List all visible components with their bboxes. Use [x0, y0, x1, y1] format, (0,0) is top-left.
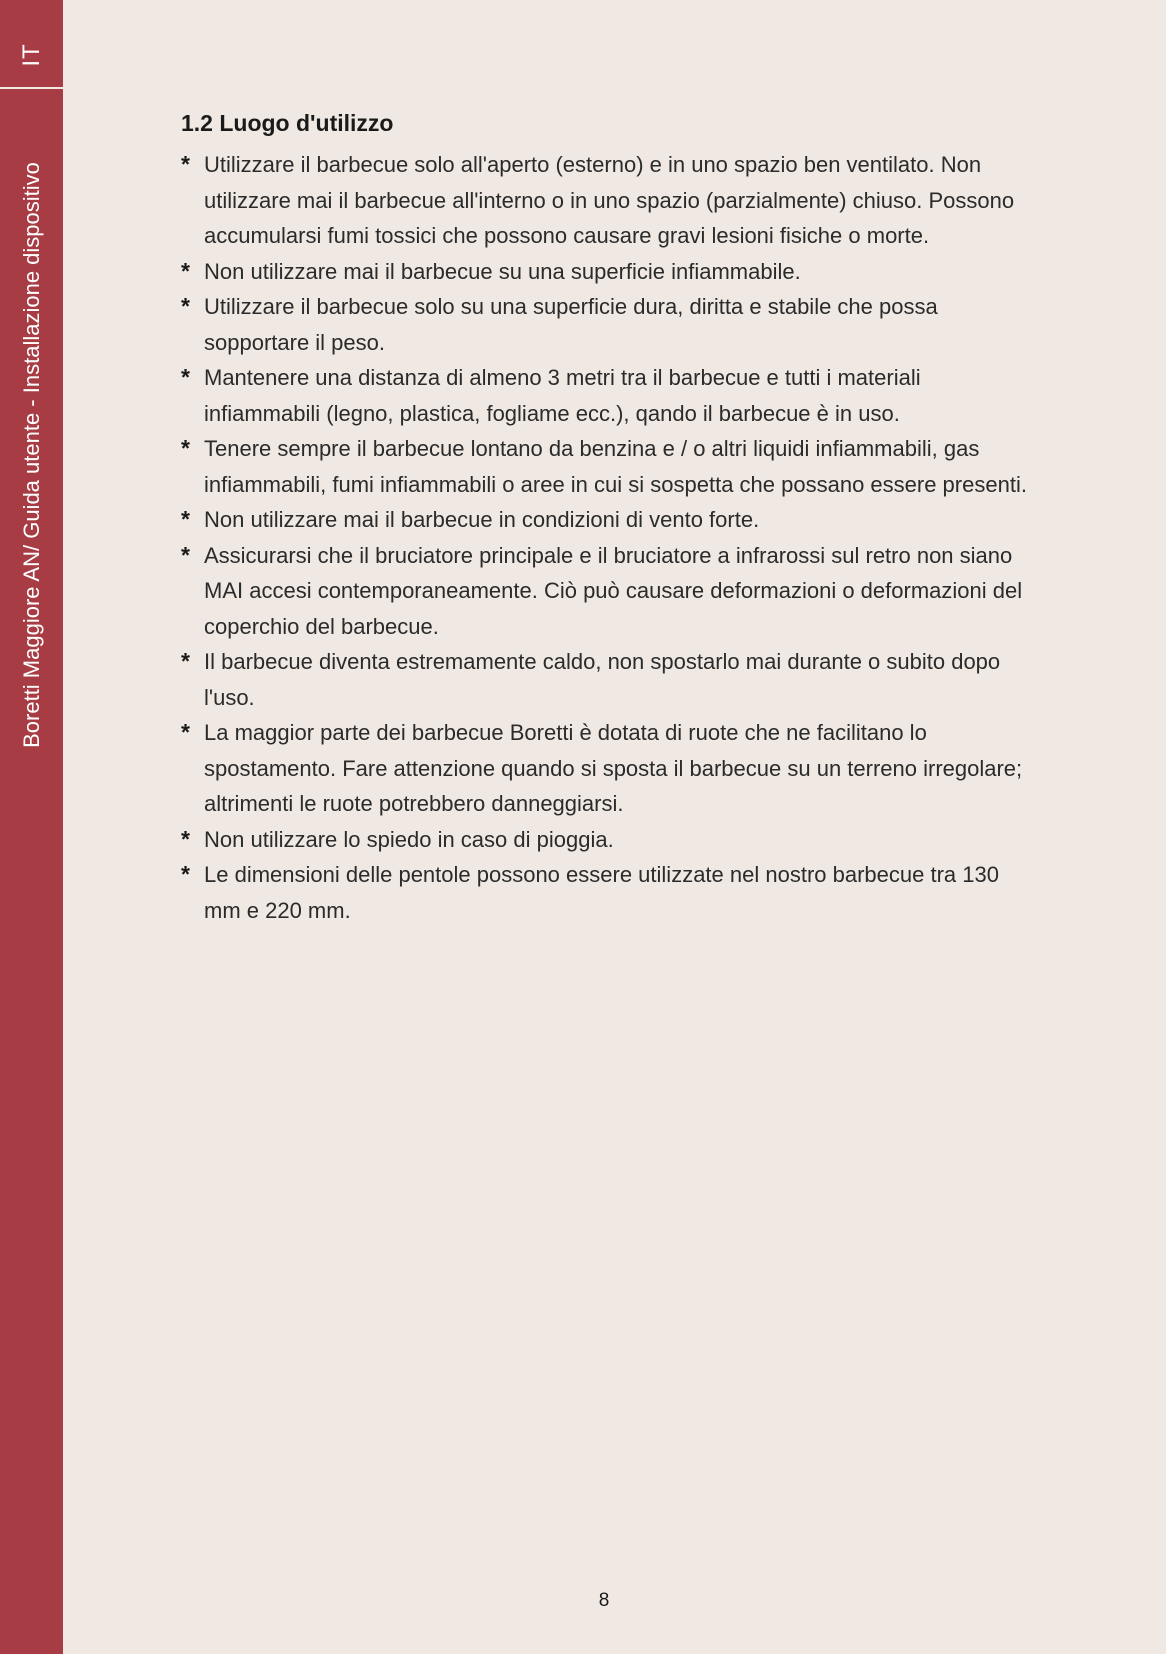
- list-item-text: Tenere sempre il barbecue lontano da benzina e / o altri liquidi infiammabili, gas infiammabili, fumi infiammabili o aree in cui si sospetta che possano essere presenti.: [204, 436, 1027, 497]
- list-item: [181, 254, 1041, 290]
- list-item-text: Assicurarsi che il bruciatore principale e il bruciatore a infrarossi sul retro non siano MAI accesi contemporaneamente. Ciò può causare deformazioni o deformazioni del coperchio del barbecue.: [204, 542, 1023, 639]
- sidebar-document-title: Boretti Maggiore AN/ Guida utente - Installazione dispositivo: [19, 162, 44, 748]
- bullet-star-icon: *: [181, 861, 190, 887]
- main-content: [181, 110, 1041, 928]
- bullet-star-icon: *: [181, 506, 190, 532]
- list-item-text: La maggior parte dei barbecue Boretti è dotata di ruote che ne facilitano lo spostamento. Fare attenzione quando si sposta il barbecue su un terreno irregolare; altrimenti le ruote potrebbero danneggiarsi.: [204, 720, 1023, 816]
- bullet-star-icon: *: [181, 719, 190, 745]
- list-item-text: Le dimensioni delle pentole possono essere utilizzate nel nostro barbecue tra 130 mm e 220 mm.: [204, 862, 999, 923]
- list-item: [181, 147, 1041, 254]
- list-item: [181, 431, 1041, 502]
- list-item-text: Non utilizzare lo spiedo in caso di pioggia.: [204, 826, 614, 852]
- list-item: [181, 538, 1041, 645]
- language-label: IT: [18, 43, 45, 67]
- list-item: [181, 360, 1041, 431]
- bullet-star-icon: *: [181, 541, 190, 568]
- page-number: 8: [598, 1590, 610, 1611]
- list-item: [181, 822, 1041, 858]
- bullet-star-icon: *: [181, 151, 190, 177]
- list-item-text: Mantenere una distanza di almeno 3 metri tra il barbecue e tutti i materiali infiammabili (legno, plastica, fogliame ecc.), qando il barbecue è in uso.: [204, 365, 921, 426]
- bullet-star-icon: *: [181, 825, 190, 852]
- list-item-text: Il barbecue diventa estremamente caldo, non spostarlo mai durante o subito dopo l'uso.: [204, 649, 1001, 710]
- bullet-list: [181, 147, 1041, 928]
- list-item-text: Utilizzare il barbecue solo all'aperto (esterno) e in uno spazio ben ventilato. Non utilizzare mai il barbecue all'interno o in uno spazio (parzialmente) chiuso. Possono accumularsi fumi tossici che possono causare gravi lesioni fisiche o morte.: [204, 152, 1015, 248]
- list-item: [181, 857, 1041, 928]
- list-item: [181, 289, 1041, 360]
- sidebar: [0, 0, 63, 1654]
- bullet-star-icon: *: [181, 648, 190, 674]
- list-item: [181, 644, 1041, 715]
- section-title: 1.2 Luogo d'utilizzo: [181, 110, 394, 136]
- bullet-star-icon: *: [181, 293, 190, 319]
- list-item-text: Utilizzare il barbecue solo su una superficie dura, diritta e stabile che possa sopportare il peso.: [204, 294, 938, 355]
- bullet-star-icon: *: [181, 435, 190, 461]
- list-item-text: Non utilizzare mai il barbecue su una superficie infiammabile.: [204, 258, 801, 284]
- list-item: [181, 502, 1041, 538]
- list-item-text: Non utilizzare mai il barbecue in condizioni di vento forte.: [204, 507, 760, 532]
- bullet-star-icon: *: [181, 257, 190, 284]
- bullet-star-icon: *: [181, 364, 190, 390]
- list-item: [181, 715, 1041, 822]
- language-tab: [0, 0, 63, 89]
